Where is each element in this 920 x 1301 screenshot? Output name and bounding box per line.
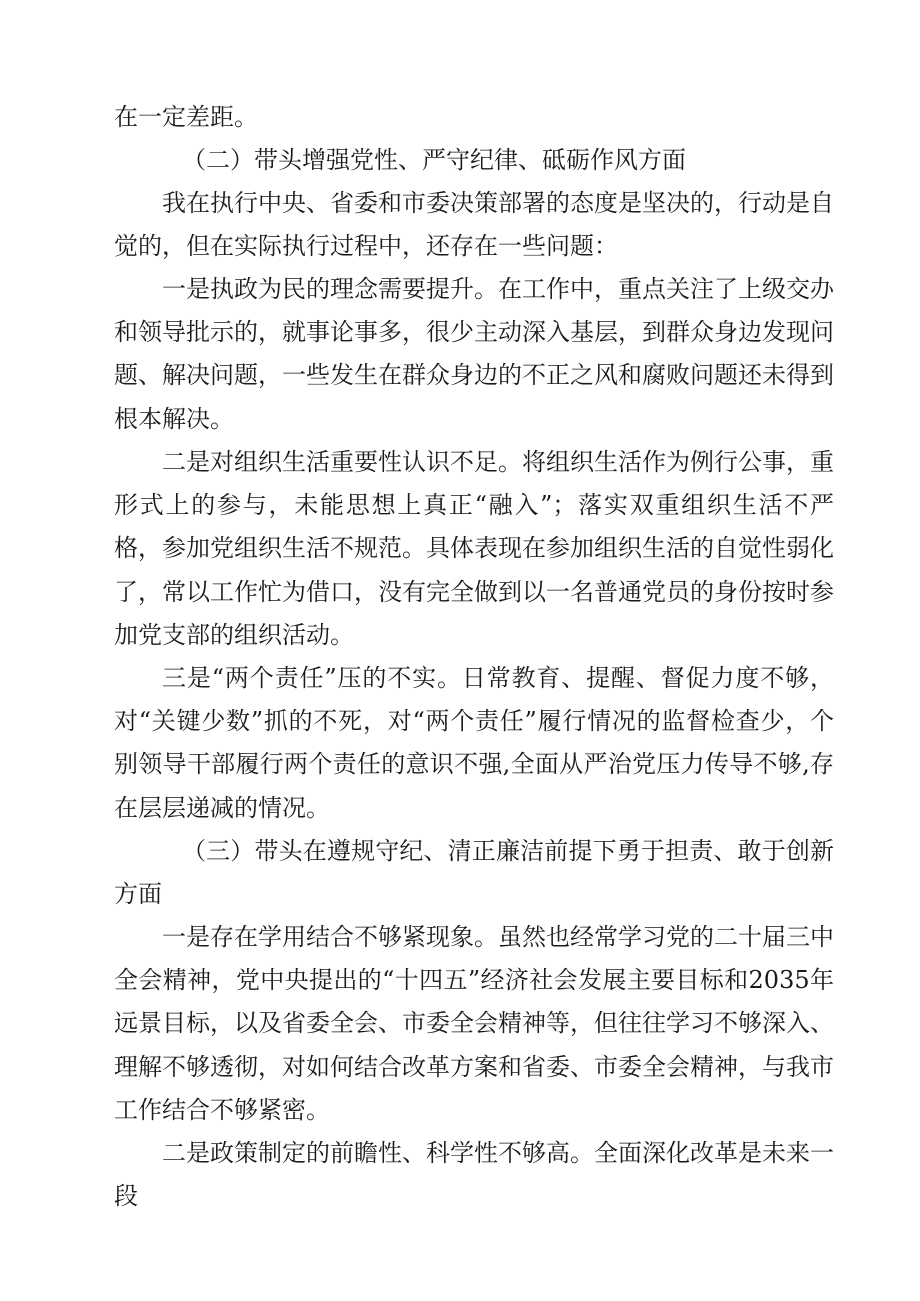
paragraph: 三是“两个责任”压的不实。日常教育、提醒、督促力度不够，对“关键少数”抓的不死，对“两个责任”履行情况的监督检查少，个别领导干部履行两个责任的意识不强,全面从严治党压力传导不够,存在层层递减的情况。 <box>114 664 834 822</box>
body-text <box>114 916 834 1132</box>
paragraph: 一是执政为民的理念需要提升。在工作中，重点关注了上级交办和领导批示的，就事论事多，很少主动深入基层，到群众身边发现问题、解决问题，一些发生在群众身边的不正之风和腐败问题还未得到根本解决。 <box>114 275 834 433</box>
body-text <box>114 1132 834 1218</box>
section-heading-3 <box>114 830 834 916</box>
paragraph: 二是对组织生活重要性认识不足。将组织生活作为例行公事，重形式上的参与，未能思想上真正“融入”；落实双重组织生活不严格，参加党组织生活不规范。具体表现在参加组织生活的自觉性弱化了，常以工作忙为借口，没有完全做到以一名普通党员的身份按时参加党支部的组织活动。 <box>114 448 834 649</box>
section-heading: （三）带头在遵规守纪、清正廉洁前提下勇于担责、敢于创新方面 <box>114 837 834 909</box>
body-text <box>114 182 834 268</box>
paragraph: 一是存在学用结合不够紧现象。虽然也经常学习党的二十届三中全会精神，党中央提出的“十四五”经济社会发展主要目标和2035年远景目标，以及省委全会、市委全会精神等，但往往学习不够深入、理解不够透彻，对如何结合改革方案和省委、市委全会精神，与我市工作结合不够紧密。 <box>114 923 834 1124</box>
body-text <box>114 657 834 830</box>
section-heading: （二）带头增强党性、严守纪律、砥砺作风方面 <box>182 146 686 174</box>
section-heading-2 <box>114 139 834 182</box>
paragraph-continuation: 在一定差距。 <box>114 103 258 131</box>
body-text <box>114 441 834 657</box>
body-text <box>114 268 834 441</box>
paragraph: 我在执行中央、省委和市委决策部署的态度是坚决的，行动是自觉的，但在实际执行过程中，还存在一些问题： <box>114 189 834 261</box>
body-text <box>114 96 834 139</box>
paragraph: 二是政策制定的前瞻性、科学性不够高。全面深化改革是未来一段 <box>114 1139 834 1211</box>
